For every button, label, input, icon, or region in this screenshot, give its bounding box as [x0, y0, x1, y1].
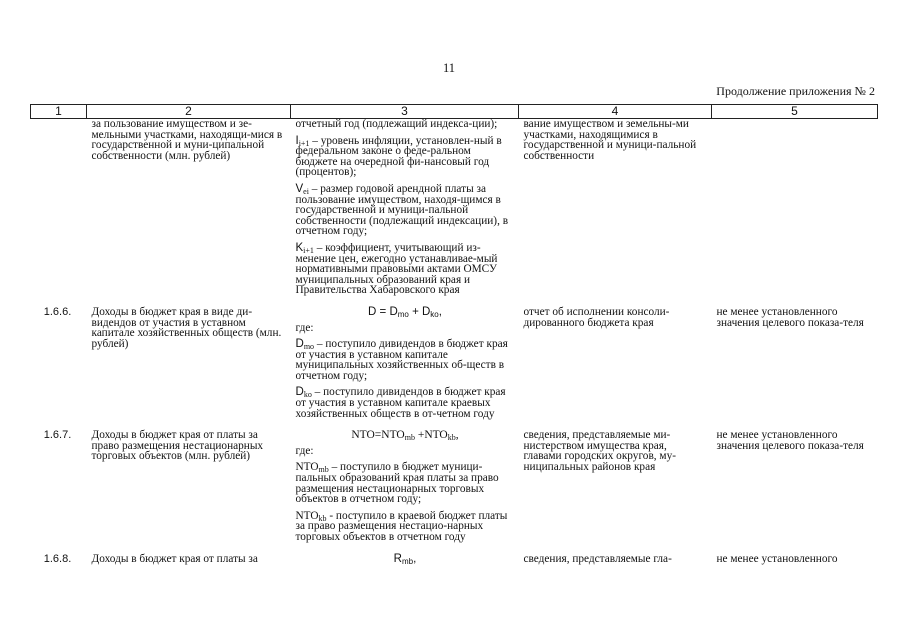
formula: $D = D_{mo} + D_{ko}$, — [368, 305, 442, 319]
row-number: 1.6.8. — [43, 552, 72, 565]
page-number: 11 — [443, 61, 456, 75]
table-row — [31, 119, 878, 300]
column-number-header — [31, 105, 878, 119]
data-source: сведения, представляемые ми-нистерством имущества края, главами городских округов, му-ниципальных районов края — [523, 429, 676, 474]
row-number: 1.6.6. — [43, 305, 72, 318]
variable-definition: $K_{i+1}$ – коэффициент, учитывающий из-менение цен, ежегодно устанавливае-мый нормативными правовыми актами ОМСУ муниципальных образований края и Правительства Хабаровского края — [295, 241, 498, 297]
variable-definition: $D_{ko}$ – поступило дивидендов в бюджет края от участия в уставном капитале краевых хозяйственных обществ в от-четном году — [295, 386, 506, 420]
variable-definition: $NTO_{kb}$ - поступило в краевой бюджет платы за право размещения нестацио-нарных торговых объектов в отчетном году — [295, 509, 508, 543]
indicator-name: Доходы в бюджет края от платы за — [91, 552, 258, 565]
formula-text: отчетный год (подлежащий индекса-ции); — [295, 118, 498, 130]
variable-definition: $NTO_{mb}$ – поступило в бюджет муници-пальных образований края платы за право размещения нестационарных торговых объектов в отчетном году; — [295, 461, 499, 506]
where-label: где: — [295, 321, 314, 334]
target-value — [712, 119, 878, 300]
indicator-name: Доходы в бюджет края в виде ди-видендов от участия в уставном капитале хозяйственных обществ (млн. рублей) — [91, 305, 282, 350]
indicator-name: Доходы в бюджет края от платы за право размещения нестационарных торговых объектов (млн. рублей) — [91, 429, 264, 463]
target-value: не менее установленного — [716, 552, 838, 565]
data-source: сведения, представляемые гла- — [523, 552, 672, 565]
indicator-name: за пользование имуществом и зе-мельными участками, находящи-мися в государственной и муни-ципальной собственности (млн. рублей) — [91, 118, 283, 162]
variable-definition: $V_{ei}$ – размер годовой арендной платы за пользование имуществом, находя-щимся в государственной и муници-пальной собственности (подлежащий индексации), в отчетном году; — [295, 182, 509, 238]
appendix-continuation: Продолжение приложения № 2 — [716, 84, 875, 98]
data-source: отчет об исполнении консоли-дированного бюджета края — [523, 305, 670, 329]
indicators-table — [30, 104, 878, 569]
table-row — [31, 547, 878, 570]
formula: $R_{mb}$, — [393, 552, 417, 566]
variable-definition: $I_{i+1}$ – уровень инфляции, установлен-ный в федеральном законе о феде-ральном бюджете на очередной фи-нансовый год (процентов); — [295, 134, 502, 179]
calculation-method — [291, 300, 519, 423]
row-number: 1.6.7. — [43, 429, 72, 442]
column-header: 4 — [519, 105, 712, 119]
data-source: вание имуществом и земельны-ми участками, находящимися в государственной и муници-пальной собственности — [523, 118, 697, 162]
calculation-method — [291, 119, 519, 300]
table-row — [31, 423, 878, 546]
calculation-method — [291, 423, 519, 546]
target-value: не менее установленного значения целевого показа-теля — [716, 429, 864, 452]
where-label: где: — [295, 444, 314, 457]
formula: $NTO=NTO_{mb} +NTO_{kb}$, — [351, 429, 459, 443]
row-number — [31, 119, 87, 300]
column-header: 1 — [31, 105, 87, 119]
calculation-method — [291, 547, 519, 570]
column-header: 2 — [87, 105, 291, 119]
column-header: 3 — [291, 105, 519, 119]
table-row — [31, 300, 878, 423]
variable-definition: $D_{mo}$ – поступило дивидендов в бюджет края от участия в уставном капитале муниципальных хозяйственных об-ществ в отчетном году; — [295, 338, 508, 382]
target-value: не менее установленного значения целевого показа-теля — [716, 305, 864, 329]
column-header: 5 — [712, 105, 878, 119]
